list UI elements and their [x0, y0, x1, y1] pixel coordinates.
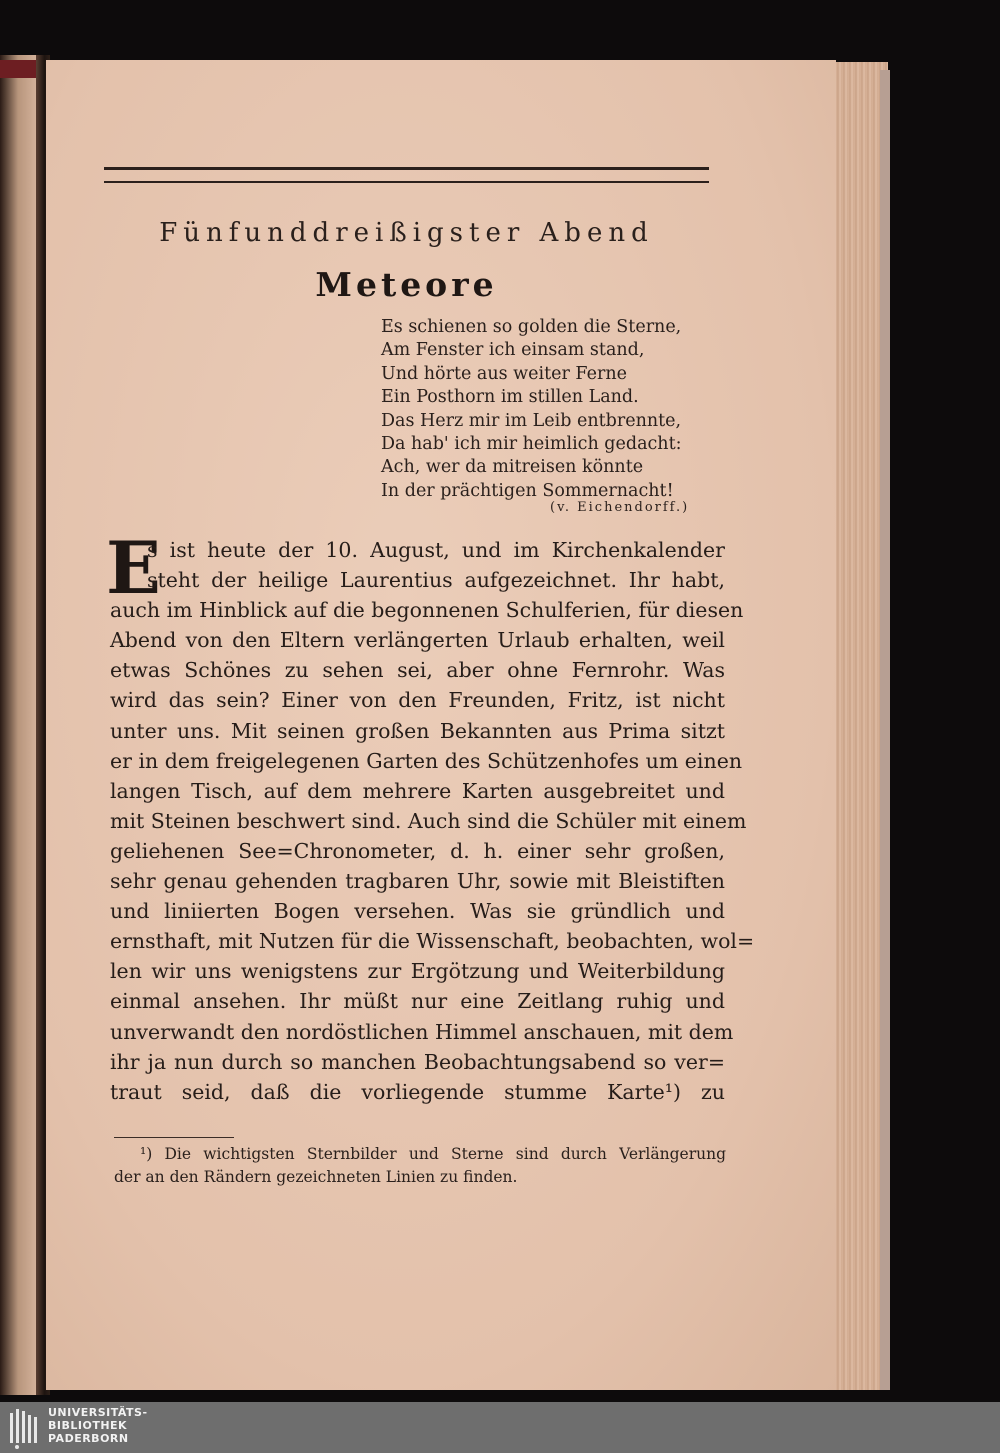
text-line: s ist heute der 10. August, und im Kirchenkalender — [147, 538, 725, 562]
header-rule-thick — [104, 167, 709, 170]
library-logo-text — [48, 1406, 148, 1445]
text-line: einmal ansehen. Ihr müßt nur eine Zeitlang ruhig und — [110, 989, 725, 1014]
text-line: Abend von den Eltern verlängerten Urlaub erhalten, weil — [110, 628, 725, 653]
poem-line: Ein Posthorn im stillen Land. — [381, 387, 639, 408]
logo-line: UNIVERSITÄTS- — [48, 1406, 148, 1419]
body-text — [110, 535, 755, 1107]
text-line: langen Tisch, auf dem mehrere Karten ausgebreitet und — [110, 778, 725, 803]
poem-attribution: (v. Eichendorff.) — [550, 500, 690, 515]
logo-line: PADERBORN — [48, 1432, 129, 1445]
text-line: unter uns. Mit seinen großen Bekannten aus Prima sitzt — [110, 718, 725, 743]
chapter-title: Meteore — [315, 265, 498, 304]
logo-line: BIBLIOTHEK — [48, 1419, 128, 1432]
text-line: unverwandt den nordöstlichen Himmel anschauen, mit dem — [110, 1019, 734, 1044]
library-logo-bar — [0, 1402, 1000, 1453]
library-logo-icon — [8, 1409, 42, 1449]
poem-line: Am Fenster ich einsam stand, — [381, 340, 645, 361]
poem-line: In der prächtigen Sommernacht! — [381, 480, 674, 501]
text-line: etwas Schönes zu sehen sei, aber ohne Fernrohr. Was — [110, 658, 725, 683]
footnote-line: ¹) Die wichtigsten Sternbilder und Sterne sind durch Verlängerung — [140, 1145, 726, 1163]
text-line: und liniierten Bogen versehen. Was sie gründlich und — [110, 899, 725, 924]
text-line: geliehenen See=Chronometer, d. h. einer sehr großen, — [110, 838, 725, 863]
footnote-line: der an den Rändern gezeichneten Linien zu finden. — [114, 1168, 518, 1186]
text-line: steht der heilige Laurentius aufgezeichnet. Ihr habt, — [147, 568, 725, 593]
chapter-heading: Fünfunddreißigster Abend — [159, 218, 654, 248]
poem-line: Ach, wer da mitreisen könnte — [381, 457, 644, 478]
left-page-edge — [0, 55, 40, 1395]
text-line: er in dem freigelegenen Garten des Schützenhofes um einen — [110, 748, 743, 773]
footnotes — [114, 1143, 726, 1189]
poem-line: Da hab' ich mir heimlich gedacht: — [381, 434, 682, 455]
text-line: auch im Hinblick auf die begonnenen Schulferien, für diesen — [110, 598, 744, 623]
drop-cap: E — [106, 525, 161, 610]
header-rule-thin — [104, 181, 709, 183]
text-line: traut seid, daß die vorliegende stumme Karte¹) zu — [110, 1079, 725, 1104]
text-line: ernsthaft, mit Nutzen für die Wissenschaft, beobachten, wol= — [110, 929, 755, 954]
cover-edge — [880, 70, 890, 1390]
footnote-rule — [114, 1137, 234, 1138]
poem-line: Es schienen so golden die Sterne, — [381, 317, 682, 337]
poem-line: Das Herz mir im Leib entbrennte, — [381, 410, 682, 431]
text-line: wird das sein? Einer von den Freunden, Fritz, ist nicht — [110, 688, 725, 713]
text-line: ihr ja nun durch so manchen Beobachtungsabend so ver= — [110, 1049, 725, 1074]
text-line: mit Steinen beschwert sind. Auch sind die Schüler mit einem — [110, 808, 747, 833]
text-line: sehr genau gehenden tragbaren Uhr, sowie mit Bleistiften — [110, 869, 725, 894]
left-spine-ribbon — [0, 60, 36, 78]
poem — [381, 316, 721, 503]
text-line: len wir uns wenigstens zur Ergötzung und Weiterbildung — [110, 959, 725, 984]
poem-line: Und hörte aus weiter Ferne — [381, 363, 627, 384]
